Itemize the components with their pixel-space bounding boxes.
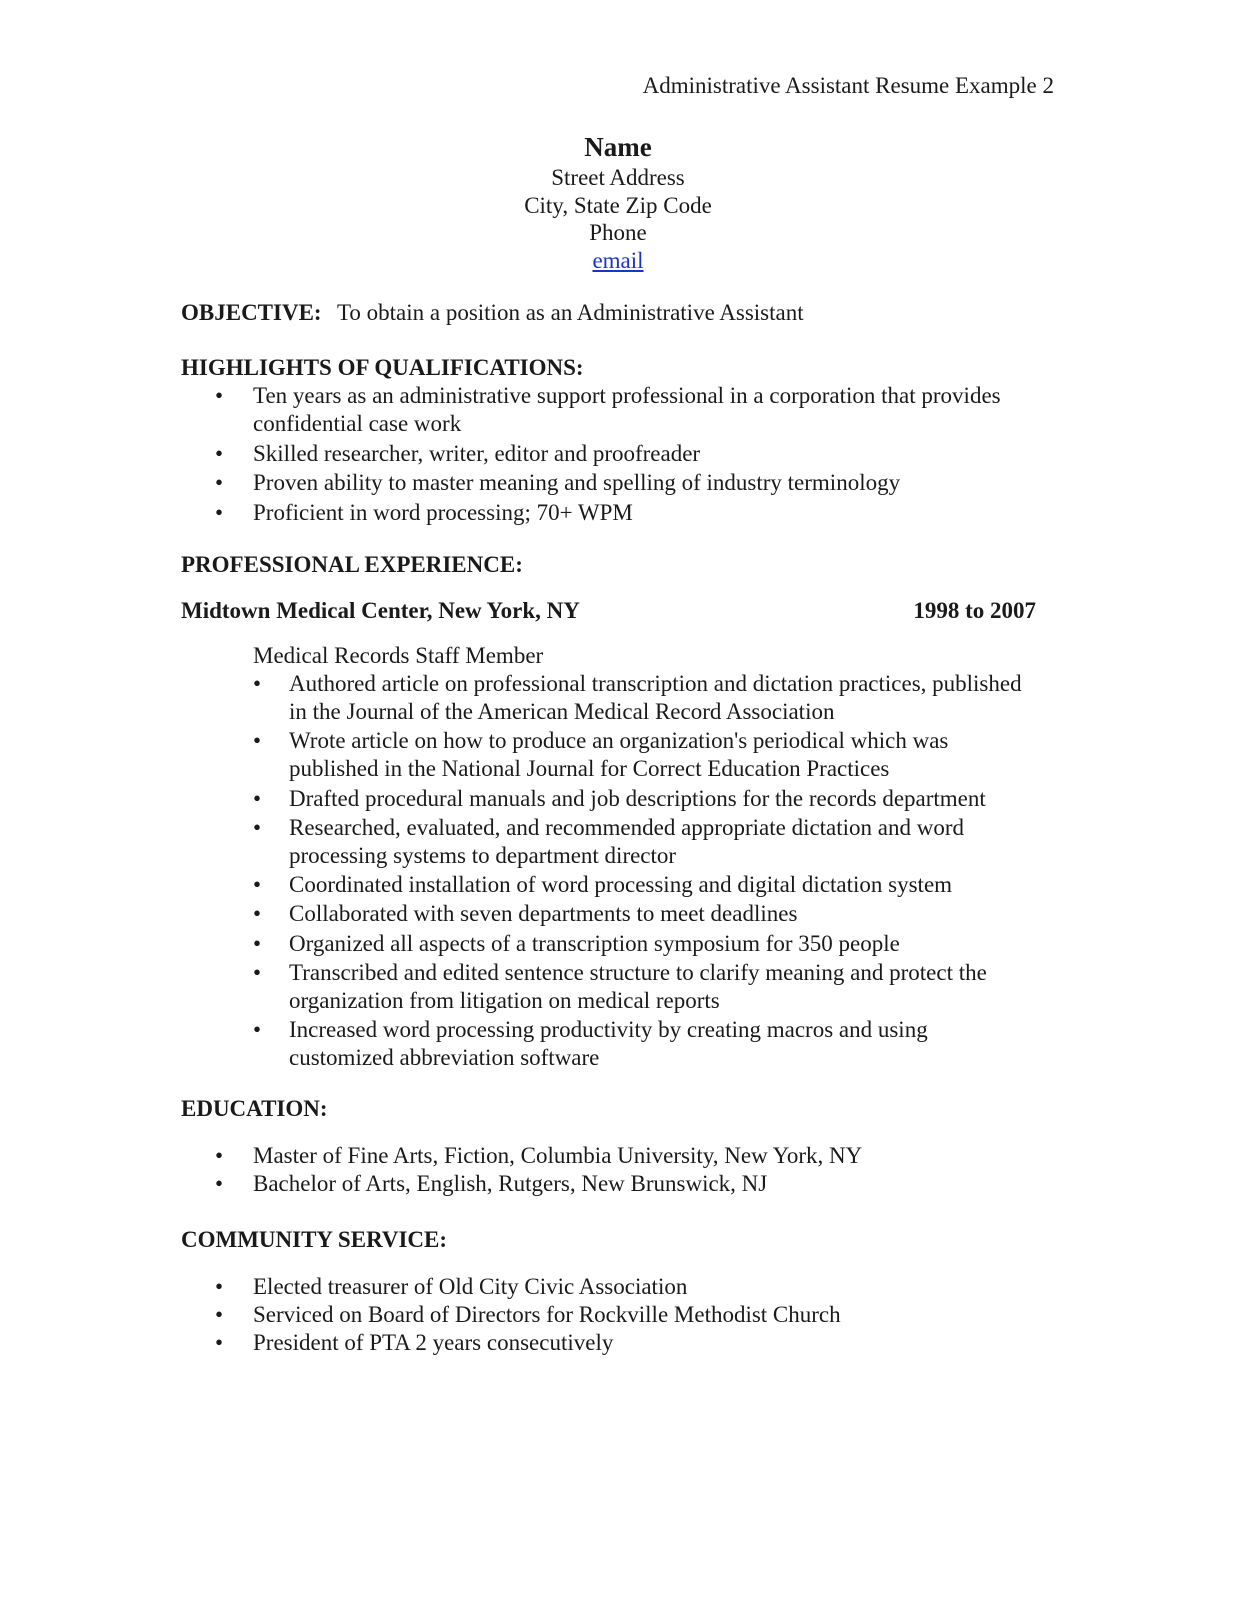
list-item: • Wrote article on how to produce an organization's periodical which was published in the National Journal for Correct Education Practices bbox=[253, 727, 1033, 783]
employer-name: Midtown Medical Center, New York, NY bbox=[181, 598, 580, 623]
community-section bbox=[181, 1226, 1061, 1254]
list-item: • Drafted procedural manuals and job descriptions for the records department bbox=[253, 785, 1033, 813]
phone: Phone bbox=[589, 220, 647, 245]
job-duties-list bbox=[253, 670, 1033, 1072]
experience-title: PROFESSIONAL EXPERIENCE: bbox=[181, 552, 523, 577]
objective-text: To obtain a position as an Administrative Assistant bbox=[336, 300, 804, 325]
job-details bbox=[253, 642, 1033, 1074]
highlights-list bbox=[181, 382, 1061, 527]
list-item: • Proven ability to master meaning and spelling of industry terminology bbox=[181, 469, 1061, 497]
city-state-zip: City, State Zip Code bbox=[524, 192, 712, 218]
community-list bbox=[181, 1273, 1061, 1357]
community-list-wrapper bbox=[181, 1273, 1061, 1357]
employer-row bbox=[181, 597, 1036, 625]
job-position: Medical Records Staff Member bbox=[253, 643, 544, 668]
email-link[interactable]: email bbox=[592, 247, 644, 273]
employment-dates: 1998 to 2007 bbox=[913, 598, 1036, 623]
list-item: • Researched, evaluated, and recommended appropriate dictation and word processing systems to department director bbox=[253, 814, 1033, 870]
list-item: • Proficient in word processing; 70+ WPM bbox=[181, 499, 1061, 527]
contact-block bbox=[0, 130, 1236, 274]
highlights-section bbox=[181, 354, 1061, 528]
list-item: • Elected treasurer of Old City Civic Association bbox=[181, 1273, 1061, 1301]
document-header: Administrative Assistant Resume Example 2 bbox=[642, 73, 1054, 98]
experience-section bbox=[181, 551, 1061, 579]
list-item: • Transcribed and edited sentence structure to clarify meaning and protect the organization from litigation on medical reports bbox=[253, 959, 1033, 1015]
education-title: EDUCATION: bbox=[181, 1096, 328, 1121]
highlights-title: HIGHLIGHTS OF QUALIFICATIONS: bbox=[181, 355, 584, 380]
list-item: • President of PTA 2 years consecutively bbox=[181, 1329, 1061, 1357]
objective-section bbox=[181, 299, 1061, 327]
education-list bbox=[181, 1142, 1061, 1198]
list-item: • Skilled researcher, writer, editor and proofreader bbox=[181, 440, 1061, 468]
list-item: • Increased word processing productivity by creating macros and using customized abbreviation software bbox=[253, 1016, 1033, 1072]
education-section bbox=[181, 1095, 1061, 1123]
list-item: • Ten years as an administrative support professional in a corporation that provides confidential case work bbox=[181, 382, 1061, 438]
objective-label: OBJECTIVE: bbox=[181, 300, 322, 325]
applicant-name: Name bbox=[584, 132, 652, 162]
list-item: • Serviced on Board of Directors for Rockville Methodist Church bbox=[181, 1301, 1061, 1329]
list-item: • Organized all aspects of a transcription symposium for 350 people bbox=[253, 930, 1033, 958]
education-list-wrapper bbox=[181, 1142, 1061, 1198]
community-title: COMMUNITY SERVICE: bbox=[181, 1227, 448, 1252]
list-item: • Collaborated with seven departments to meet deadlines bbox=[253, 900, 1033, 928]
list-item: • Authored article on professional transcription and dictation practices, published in the Journal of the American Medical Record Association bbox=[253, 670, 1033, 726]
list-item: • Bachelor of Arts, English, Rutgers, New Brunswick, NJ bbox=[181, 1170, 1061, 1198]
street-address: Street Address bbox=[551, 165, 685, 190]
list-item: • Coordinated installation of word processing and digital dictation system bbox=[253, 871, 1033, 899]
list-item: • Master of Fine Arts, Fiction, Columbia University, New York, NY bbox=[181, 1142, 1061, 1170]
